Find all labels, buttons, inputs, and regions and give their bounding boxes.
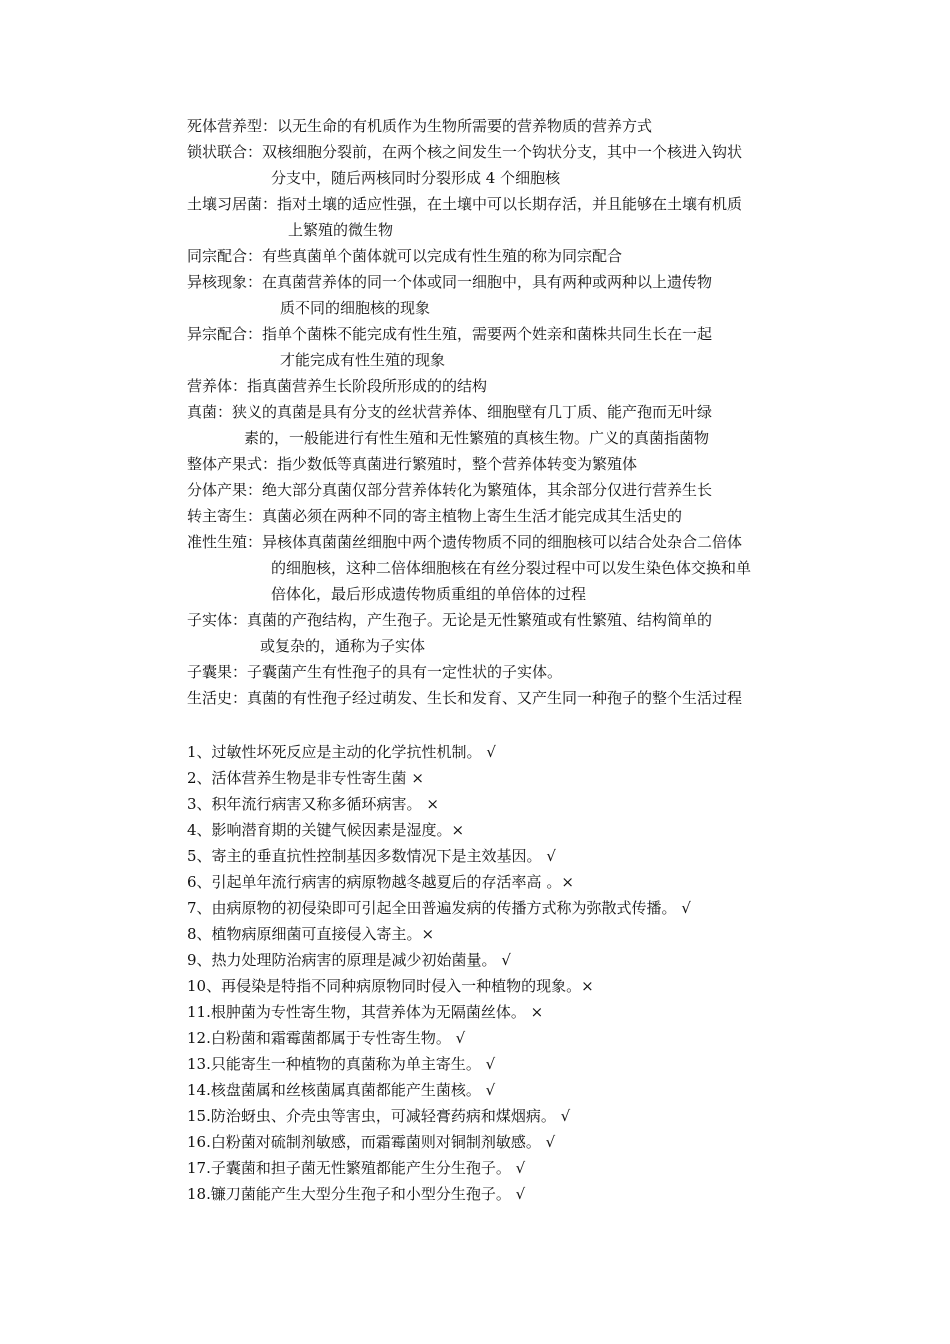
definition-line: 同宗配合：有些真菌单个菌体就可以完成有性生殖的称为同宗配合 (187, 247, 623, 265)
definition-entry (187, 529, 827, 607)
definition-entry (187, 269, 827, 321)
definitions-section (187, 113, 827, 711)
definition-continuation-line: 才能完成有性生殖的现象 (280, 351, 446, 369)
question-item: 8、植物病原细菌可直接侵入寄主。× (187, 925, 435, 943)
definition-entry (187, 477, 827, 503)
question-item: 10、再侵染是特指不同种病原物同时侵入一种植物的现象。× (187, 977, 594, 995)
question-item: 12.白粉菌和霜霉菌都属于专性寄生物。 √ (187, 1029, 466, 1047)
definition-continuation-line: 倍体化，最后形成遗传物质重组的单倍体的过程 (271, 585, 587, 603)
question-item: 2、活体营养生物是非专性寄生菌 × (187, 769, 424, 787)
definition-entry (187, 503, 827, 529)
question-item: 18.镰刀菌能产生大型分生孢子和小型分生孢子。 √ (187, 1185, 526, 1203)
definition-line: 土壤习居菌：指对土壤的适应性强，在土壤中可以长期存活，并且能够在土壤有机质 (187, 195, 743, 213)
definition-line: 异核现象：在真菌营养体的同一个体或同一细胞中，具有两种或两种以上遗传物 (187, 273, 713, 291)
definition-entry (187, 399, 827, 451)
definition-entry (187, 451, 827, 477)
definition-line: 分体产果：绝大部分真菌仅部分营养体转化为繁殖体，其余部分仅进行营养生长 (187, 481, 713, 499)
definition-continuation-line: 上繁殖的微生物 (288, 221, 394, 239)
definition-continuation-line: 质不同的细胞核的现象 (280, 299, 431, 317)
section-gap (187, 711, 827, 739)
definition-continuation-line: 的细胞核，这种二倍体细胞核在有丝分裂过程中可以发生染色体交换和单 (271, 559, 752, 577)
definition-entry (187, 191, 827, 243)
definition-line: 死体营养型：以无生命的有机质作为生物所需要的营养物质的营养方式 (187, 117, 653, 135)
true-false-list (187, 739, 827, 1207)
question-item: 9、热力处理防治病害的原理是减少初始菌量。 √ (187, 951, 511, 969)
question-item: 13.只能寄生一种植物的真菌称为单主寄生。 √ (187, 1055, 496, 1073)
question-item: 6、引起单年流行病害的病原物越冬越夏后的存活率高 。× (187, 873, 574, 891)
definition-line: 真菌：狭义的真菌是具有分支的丝状营养体、细胞壁有几丁质、能产孢而无叶绿 (187, 403, 713, 421)
definition-continuation-line: 分支中，随后两核同时分裂形成 4 个细胞核 (271, 169, 561, 187)
definition-line: 生活史：真菌的有性孢子经过萌发、生长和发育、又产生同一种孢子的整个生活过程 (187, 689, 743, 707)
definition-line: 准性生殖：异核体真菌菌丝细胞中两个遗传物质不同的细胞核可以结合处杂合二倍体 (187, 533, 743, 551)
definition-line: 转主寄生：真菌必须在两种不同的寄主植物上寄生生活才能完成其生活史的 (187, 507, 683, 525)
definition-entry (187, 607, 827, 659)
definition-line: 子实体：真菌的产孢结构，产生孢子。无论是无性繁殖或有性繁殖、结构简单的 (187, 611, 713, 629)
definition-entry (187, 373, 827, 399)
definition-line: 子囊果：子囊菌产生有性孢子的具有一定性状的子实体。 (187, 663, 563, 681)
question-item: 15.防治蚜虫、介壳虫等害虫，可减轻膏药病和煤烟病。 √ (187, 1107, 571, 1125)
definition-line: 整体产果式：指少数低等真菌进行繁殖时，整个营养体转变为繁殖体 (187, 455, 638, 473)
definition-entry (187, 113, 827, 139)
definition-entry (187, 243, 827, 269)
question-item: 11.根肿菌为专性寄生物，其营养体为无隔菌丝体。 × (187, 1003, 544, 1021)
definition-entry (187, 659, 827, 685)
question-item: 1、过敏性坏死反应是主动的化学抗性机制。 √ (187, 743, 496, 761)
question-item: 17.子囊菌和担子菌无性繁殖都能产生分生孢子。 √ (187, 1159, 526, 1177)
question-item: 4、影响潜育期的关键气候因素是湿度。× (187, 821, 465, 839)
question-item: 16.白粉菌对硫制剂敏感，而霜霉菌则对铜制剂敏感。 √ (187, 1133, 556, 1151)
question-item: 14.核盘菌属和丝核菌属真菌都能产生菌核。 √ (187, 1081, 496, 1099)
definition-continuation-line: 素的，一般能进行有性生殖和无性繁殖的真核生物。广义的真菌指菌物 (244, 429, 710, 447)
definition-line: 异宗配合：指单个菌株不能完成有性生殖，需要两个姓亲和菌株共同生长在一起 (187, 325, 713, 343)
definition-entry (187, 139, 827, 191)
document-page (187, 113, 827, 1207)
question-item: 5、寄主的垂直抗性控制基因多数情况下是主效基因。 √ (187, 847, 556, 865)
question-item: 3、积年流行病害又称多循环病害。 × (187, 795, 439, 813)
question-item: 7、由病原物的初侵染即可引起全田普遍发病的传播方式称为弥散式传播。 √ (187, 899, 691, 917)
definition-continuation-line: 或复杂的，通称为子实体 (260, 637, 426, 655)
definition-line: 锁状联合：双核细胞分裂前，在两个核之间发生一个钩状分支，其中一个核进入钩状 (187, 143, 743, 161)
definition-entry (187, 321, 827, 373)
definition-line: 营养体：指真菌营养生长阶段所形成的的结构 (187, 377, 488, 395)
definition-entry (187, 685, 827, 711)
